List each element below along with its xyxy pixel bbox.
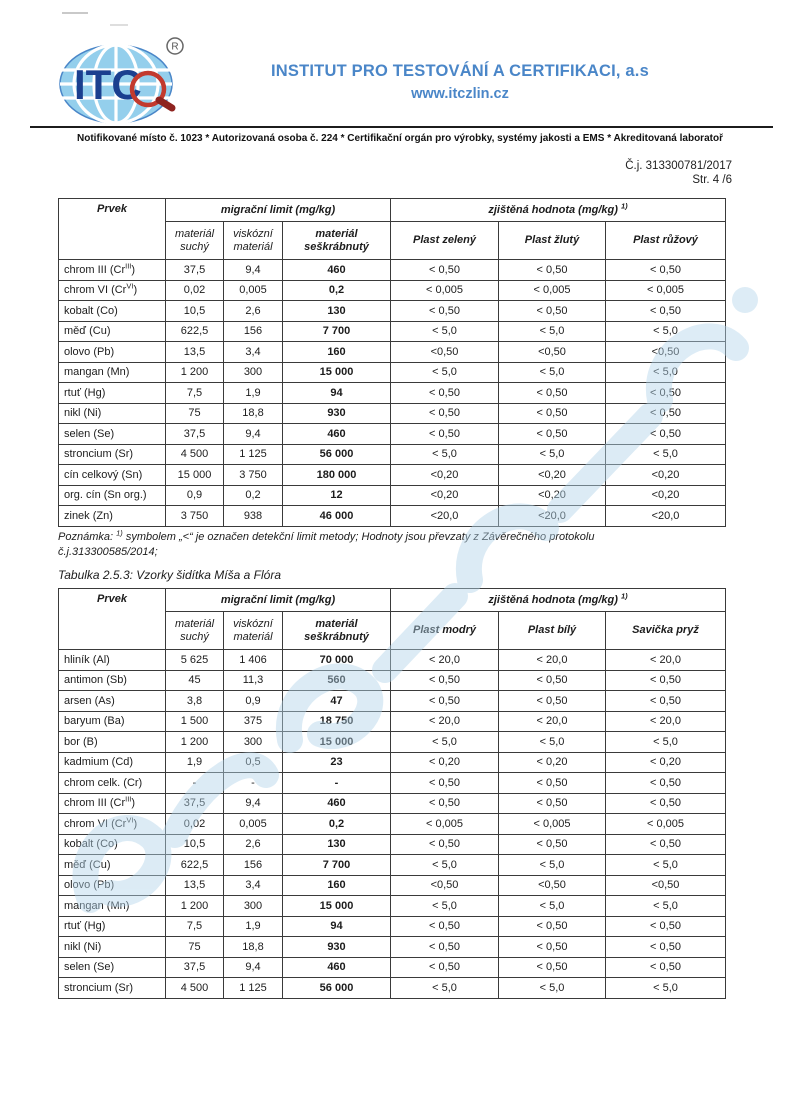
value-cell: < 0,50 — [391, 260, 499, 281]
value-cell: 37,5 — [166, 260, 224, 281]
header-row-groups — [59, 589, 726, 612]
value-cell: < 5,0 — [606, 444, 726, 465]
accreditation-line: Notifikované místo č. 1023 * Autorizovaná osoba č. 224 * Certifikační orgán pro výrobky, systémy jakosti a EMS * Akreditovaná laboratoř — [77, 133, 723, 144]
subheader-scraped: materiál seškrábnutý — [283, 222, 391, 260]
value-cell: < 0,50 — [499, 383, 606, 404]
value-cell: 7 700 — [283, 321, 391, 342]
element-name-cell: chrom VI $(Cr^{VI})$ — [59, 280, 166, 301]
value-cell: 15 000 — [283, 896, 391, 917]
value-cell: 75 — [166, 937, 224, 958]
footnote-ref: 1) — [620, 201, 628, 211]
value-cell: 45 — [166, 670, 224, 691]
value-cell: 56 000 — [283, 444, 391, 465]
value-cell: 0,02 — [166, 814, 224, 835]
reference-block — [625, 159, 732, 187]
header-row-groups — [59, 199, 726, 222]
footnote-label: Poznámka: — [58, 531, 114, 543]
value-cell: 10,5 — [166, 834, 224, 855]
value-cell: 300 — [224, 362, 283, 383]
value-cell: 160 — [283, 875, 391, 896]
value-cell: < 5,0 — [606, 732, 726, 753]
value-cell: 9,4 — [224, 957, 283, 978]
value-cell: < 5,0 — [606, 978, 726, 999]
value-cell: 130 — [283, 301, 391, 322]
table-row — [59, 506, 726, 527]
value-cell: 12 — [283, 485, 391, 506]
table-row — [59, 691, 726, 712]
value-cell: <0,20 — [499, 465, 606, 486]
element-name-cell: selen (Se) — [59, 424, 166, 445]
value-cell: 1 125 — [224, 978, 283, 999]
value-cell: 938 — [224, 506, 283, 527]
value-cell: < 0,50 — [606, 424, 726, 445]
value-cell: 2,6 — [224, 301, 283, 322]
value-cell: - — [283, 773, 391, 794]
element-name-cell: bor (B) — [59, 732, 166, 753]
column-header-element: Prvek — [59, 199, 166, 260]
value-cell: < 0,50 — [499, 916, 606, 937]
value-cell: 0,5 — [224, 752, 283, 773]
element-name-cell: mangan (Mn) — [59, 362, 166, 383]
group-header-found — [391, 589, 726, 612]
value-cell: < 0,50 — [391, 916, 499, 937]
value-cell: <0,50 — [391, 342, 499, 363]
value-cell: 460 — [283, 793, 391, 814]
table-row — [59, 855, 726, 876]
value-cell: < 5,0 — [391, 321, 499, 342]
element-name-cell: rtuť (Hg) — [59, 383, 166, 404]
value-cell: <0,50 — [606, 875, 726, 896]
element-name-cell: chrom VI $(Cr^{VI})$ — [59, 814, 166, 835]
element-name-cell: arsen (As) — [59, 691, 166, 712]
value-cell: 37,5 — [166, 424, 224, 445]
value-cell: 0,2 — [224, 485, 283, 506]
value-cell: < 5,0 — [391, 896, 499, 917]
value-cell: < 0,50 — [499, 260, 606, 281]
value-cell: 70 000 — [283, 650, 391, 671]
element-name-cell: antimon (Sb) — [59, 670, 166, 691]
footnote-ref: 1) — [620, 591, 628, 601]
value-cell: - — [166, 773, 224, 794]
header-rule — [30, 126, 773, 128]
group-header-limit: migrační limit (mg/kg) — [166, 589, 391, 612]
value-cell: < 0,50 — [391, 670, 499, 691]
value-cell: 300 — [224, 896, 283, 917]
value-cell: < 5,0 — [606, 321, 726, 342]
value-cell: < 20,0 — [499, 650, 606, 671]
value-cell: 15 000 — [283, 732, 391, 753]
value-cell: 13,5 — [166, 342, 224, 363]
value-cell: 156 — [224, 321, 283, 342]
value-cell: 37,5 — [166, 957, 224, 978]
value-cell: < 0,50 — [499, 424, 606, 445]
value-cell: < 5,0 — [499, 978, 606, 999]
element-name-cell: cín celkový (Sn) — [59, 465, 166, 486]
value-cell: < 0,50 — [391, 834, 499, 855]
value-cell: < 0,50 — [606, 670, 726, 691]
value-cell: < 5,0 — [499, 362, 606, 383]
value-cell: < 0,50 — [606, 957, 726, 978]
value-cell: 460 — [283, 957, 391, 978]
table-2 — [58, 588, 726, 999]
element-name-cell: chrom III $(Cr^{III})$ — [59, 260, 166, 281]
value-cell: 180 000 — [283, 465, 391, 486]
table-row — [59, 260, 726, 281]
value-cell: 3 750 — [224, 465, 283, 486]
value-cell: < 0,50 — [499, 937, 606, 958]
value-cell: 37,5 — [166, 793, 224, 814]
element-name-cell: kadmium (Cd) — [59, 752, 166, 773]
element-name-cell: stroncium (Sr) — [59, 978, 166, 999]
subheader-sample-1: Plast zelený — [391, 222, 499, 260]
value-cell: 0,2 — [283, 280, 391, 301]
element-name-cell: hliník (Al) — [59, 650, 166, 671]
subheader-sample-3: Savička pryž — [606, 612, 726, 650]
table-row — [59, 834, 726, 855]
value-cell: < 0,50 — [499, 670, 606, 691]
value-cell: <0,50 — [391, 875, 499, 896]
group-found-label: zjištěná hodnota (mg/kg) — [488, 594, 618, 606]
footnote — [58, 530, 738, 559]
footnote-text: symbolem „<“ je označen detekční limit metody; Hodnoty jsou převzaty z Závěrečného protokolu — [122, 531, 595, 543]
value-cell: 3,4 — [224, 875, 283, 896]
footnote-line2: č.j.313300585/2014; — [58, 545, 158, 558]
organization-website: www.itczlin.cz — [411, 86, 509, 102]
table-1 — [58, 198, 726, 527]
element-name-cell: chrom celk. (Cr) — [59, 773, 166, 794]
scan-artifact — [110, 24, 128, 26]
value-cell: < 0,50 — [499, 834, 606, 855]
value-cell: <0,20 — [391, 485, 499, 506]
value-cell: < 20,0 — [391, 711, 499, 732]
value-cell: 1 200 — [166, 896, 224, 917]
element-name-cell: olovo (Pb) — [59, 875, 166, 896]
value-cell: < 0,50 — [391, 957, 499, 978]
value-cell: < 5,0 — [499, 855, 606, 876]
value-cell: 930 — [283, 937, 391, 958]
element-name-cell: kobalt (Co) — [59, 301, 166, 322]
value-cell: 622,5 — [166, 321, 224, 342]
value-cell: 9,4 — [224, 260, 283, 281]
table-row — [59, 896, 726, 917]
value-cell: < 0,50 — [499, 957, 606, 978]
value-cell: < 0,50 — [606, 916, 726, 937]
value-cell: < 5,0 — [391, 855, 499, 876]
value-cell: 300 — [224, 732, 283, 753]
element-name-cell: kobalt (Co) — [59, 834, 166, 855]
value-cell: < 0,005 — [606, 814, 726, 835]
logo-text: ITC — [74, 61, 142, 108]
value-cell: 375 — [224, 711, 283, 732]
value-cell: 930 — [283, 403, 391, 424]
scan-artifact — [62, 12, 88, 14]
subheader-viscous: viskózní materiál — [224, 612, 283, 650]
value-cell: <0,20 — [606, 465, 726, 486]
value-cell: 9,4 — [224, 793, 283, 814]
value-cell: < 0,50 — [391, 424, 499, 445]
element-name-cell: olovo (Pb) — [59, 342, 166, 363]
table-row — [59, 752, 726, 773]
value-cell: < 5,0 — [499, 732, 606, 753]
value-cell: 130 — [283, 834, 391, 855]
value-cell: < 5,0 — [499, 896, 606, 917]
value-cell: 1,9 — [224, 383, 283, 404]
value-cell: < 0,50 — [606, 301, 726, 322]
value-cell: 1 406 — [224, 650, 283, 671]
value-cell: < 0,20 — [499, 752, 606, 773]
organization-name: INSTITUT PRO TESTOVÁNÍ A CERTIFIKACI, a.s — [271, 62, 649, 80]
value-cell: < 5,0 — [499, 321, 606, 342]
footnote-line1 — [58, 530, 738, 545]
value-cell: 0,005 — [224, 814, 283, 835]
column-header-element: Prvek — [59, 589, 166, 650]
value-cell: 156 — [224, 855, 283, 876]
table-row — [59, 301, 726, 322]
value-cell: < 0,50 — [391, 691, 499, 712]
group-found-label: zjištěná hodnota (mg/kg) — [488, 204, 618, 216]
value-cell: 18,8 — [224, 403, 283, 424]
subheader-dry: materiál suchý — [166, 222, 224, 260]
subheader-viscous: viskózní materiál — [224, 222, 283, 260]
value-cell: < 5,0 — [606, 855, 726, 876]
subheader-sample-2: Plast žlutý — [499, 222, 606, 260]
value-cell: 7 700 — [283, 855, 391, 876]
itc-logo — [56, 34, 186, 126]
value-cell: 0,2 — [283, 814, 391, 835]
value-cell: < 0,50 — [606, 691, 726, 712]
table-row — [59, 403, 726, 424]
value-cell: < 0,50 — [606, 793, 726, 814]
table-row — [59, 957, 726, 978]
subheader-sample-1: Plast modrý — [391, 612, 499, 650]
footnote-ref: 1) — [116, 528, 123, 538]
value-cell: 1,9 — [224, 916, 283, 937]
value-cell: < 0,50 — [499, 773, 606, 794]
value-cell: <20,0 — [391, 506, 499, 527]
element-name-cell: org. cín (Sn org.) — [59, 485, 166, 506]
value-cell: < 20,0 — [606, 650, 726, 671]
value-cell: < 5,0 — [499, 444, 606, 465]
value-cell: 47 — [283, 691, 391, 712]
value-cell: 1 200 — [166, 362, 224, 383]
page-number: Str. 4 /6 — [692, 174, 732, 186]
value-cell: < 20,0 — [391, 650, 499, 671]
value-cell: 9,4 — [224, 424, 283, 445]
value-cell: < 0,50 — [391, 403, 499, 424]
element-name-cell: selen (Se) — [59, 957, 166, 978]
value-cell: < 0,50 — [391, 937, 499, 958]
value-cell: 3,8 — [166, 691, 224, 712]
subheader-sample-3: Plast růžový — [606, 222, 726, 260]
value-cell: < 0,20 — [391, 752, 499, 773]
migration-limits-table-1 — [58, 198, 726, 527]
value-cell: < 0,50 — [606, 260, 726, 281]
value-cell: < 0,005 — [391, 814, 499, 835]
value-cell: 1 125 — [224, 444, 283, 465]
value-cell: 10,5 — [166, 301, 224, 322]
table-row — [59, 650, 726, 671]
table-row — [59, 424, 726, 445]
value-cell: 3,4 — [224, 342, 283, 363]
value-cell: < 0,005 — [499, 814, 606, 835]
value-cell: < 0,50 — [499, 793, 606, 814]
value-cell: < 0,50 — [606, 383, 726, 404]
value-cell: 1 500 — [166, 711, 224, 732]
table-2-title: Tabulka 2.5.3: Vzorky šidítka Míša a Flóra — [58, 568, 281, 582]
value-cell: <0,20 — [606, 485, 726, 506]
table-row — [59, 814, 726, 835]
group-header-limit: migrační limit (mg/kg) — [166, 199, 391, 222]
value-cell: 460 — [283, 424, 391, 445]
value-cell: 0,005 — [224, 280, 283, 301]
value-cell: < 0,50 — [391, 383, 499, 404]
table-row — [59, 444, 726, 465]
value-cell: 46 000 — [283, 506, 391, 527]
value-cell: 4 500 — [166, 444, 224, 465]
value-cell: < 0,50 — [499, 403, 606, 424]
value-cell: < 5,0 — [391, 444, 499, 465]
value-cell: 160 — [283, 342, 391, 363]
table-row — [59, 773, 726, 794]
element-name-cell: baryum (Ba) — [59, 711, 166, 732]
table-row — [59, 485, 726, 506]
value-cell: 0,9 — [166, 485, 224, 506]
value-cell: < 20,0 — [499, 711, 606, 732]
value-cell: 94 — [283, 383, 391, 404]
element-name-cell: rtuť (Hg) — [59, 916, 166, 937]
table-row — [59, 362, 726, 383]
table-row — [59, 280, 726, 301]
value-cell: < 0,50 — [606, 403, 726, 424]
value-cell: - — [224, 773, 283, 794]
element-name-cell: měď (Cu) — [59, 855, 166, 876]
element-name-cell: zinek (Zn) — [59, 506, 166, 527]
value-cell: 2,6 — [224, 834, 283, 855]
table-row — [59, 937, 726, 958]
value-cell: 3 750 — [166, 506, 224, 527]
value-cell: < 5,0 — [606, 362, 726, 383]
subheader-scraped: materiál seškrábnutý — [283, 612, 391, 650]
value-cell: <0,50 — [499, 342, 606, 363]
value-cell: <20,0 — [499, 506, 606, 527]
value-cell: < 5,0 — [391, 362, 499, 383]
value-cell: < 5,0 — [391, 732, 499, 753]
value-cell: < 0,50 — [499, 301, 606, 322]
element-name-cell: nikl (Ni) — [59, 937, 166, 958]
value-cell: 13,5 — [166, 875, 224, 896]
case-number: Č.j. 313300781/2017 — [625, 160, 732, 172]
group-header-found — [391, 199, 726, 222]
table-row — [59, 465, 726, 486]
value-cell: 23 — [283, 752, 391, 773]
value-cell: 7,5 — [166, 383, 224, 404]
value-cell: < 0,50 — [606, 834, 726, 855]
value-cell: < 5,0 — [391, 978, 499, 999]
value-cell: < 0,50 — [606, 937, 726, 958]
value-cell: < 0,50 — [391, 773, 499, 794]
value-cell: 15 000 — [283, 362, 391, 383]
value-cell: <0,50 — [606, 342, 726, 363]
value-cell: <0,50 — [499, 875, 606, 896]
value-cell: <0,20 — [391, 465, 499, 486]
table-row — [59, 875, 726, 896]
value-cell: < 0,005 — [499, 280, 606, 301]
table-row — [59, 793, 726, 814]
value-cell: 15 000 — [166, 465, 224, 486]
value-cell: 5 625 — [166, 650, 224, 671]
value-cell: 18 750 — [283, 711, 391, 732]
value-cell: 18,8 — [224, 937, 283, 958]
value-cell: 56 000 — [283, 978, 391, 999]
value-cell: 94 — [283, 916, 391, 937]
subheader-dry: materiál suchý — [166, 612, 224, 650]
table-row — [59, 916, 726, 937]
value-cell: <20,0 — [606, 506, 726, 527]
value-cell: < 0,005 — [606, 280, 726, 301]
value-cell: < 0,20 — [606, 752, 726, 773]
subheader-sample-2: Plast bílý — [499, 612, 606, 650]
table-row — [59, 732, 726, 753]
element-name-cell: nikl (Ni) — [59, 403, 166, 424]
value-cell: 560 — [283, 670, 391, 691]
table-row — [59, 383, 726, 404]
value-cell: < 20,0 — [606, 711, 726, 732]
value-cell: < 0,50 — [499, 691, 606, 712]
value-cell: 4 500 — [166, 978, 224, 999]
value-cell: 75 — [166, 403, 224, 424]
value-cell: 0,9 — [224, 691, 283, 712]
table-row — [59, 711, 726, 732]
table-row — [59, 978, 726, 999]
table-row — [59, 321, 726, 342]
migration-limits-table-2 — [58, 588, 726, 999]
table-row — [59, 342, 726, 363]
element-name-cell: chrom III $(Cr^{III})$ — [59, 793, 166, 814]
value-cell: 11,3 — [224, 670, 283, 691]
value-cell: 1 200 — [166, 732, 224, 753]
value-cell: < 0,005 — [391, 280, 499, 301]
table-row — [59, 670, 726, 691]
element-name-cell: mangan (Mn) — [59, 896, 166, 917]
value-cell: < 5,0 — [606, 896, 726, 917]
value-cell: <0,20 — [499, 485, 606, 506]
element-name-cell: měď (Cu) — [59, 321, 166, 342]
element-name-cell: stroncium (Sr) — [59, 444, 166, 465]
value-cell: 622,5 — [166, 855, 224, 876]
value-cell: 460 — [283, 260, 391, 281]
value-cell: 0,02 — [166, 280, 224, 301]
value-cell: < 0,50 — [606, 773, 726, 794]
value-cell: 7,5 — [166, 916, 224, 937]
value-cell: < 0,50 — [391, 301, 499, 322]
value-cell: < 0,50 — [391, 793, 499, 814]
value-cell: 1,9 — [166, 752, 224, 773]
registered-mark: R — [171, 41, 179, 53]
